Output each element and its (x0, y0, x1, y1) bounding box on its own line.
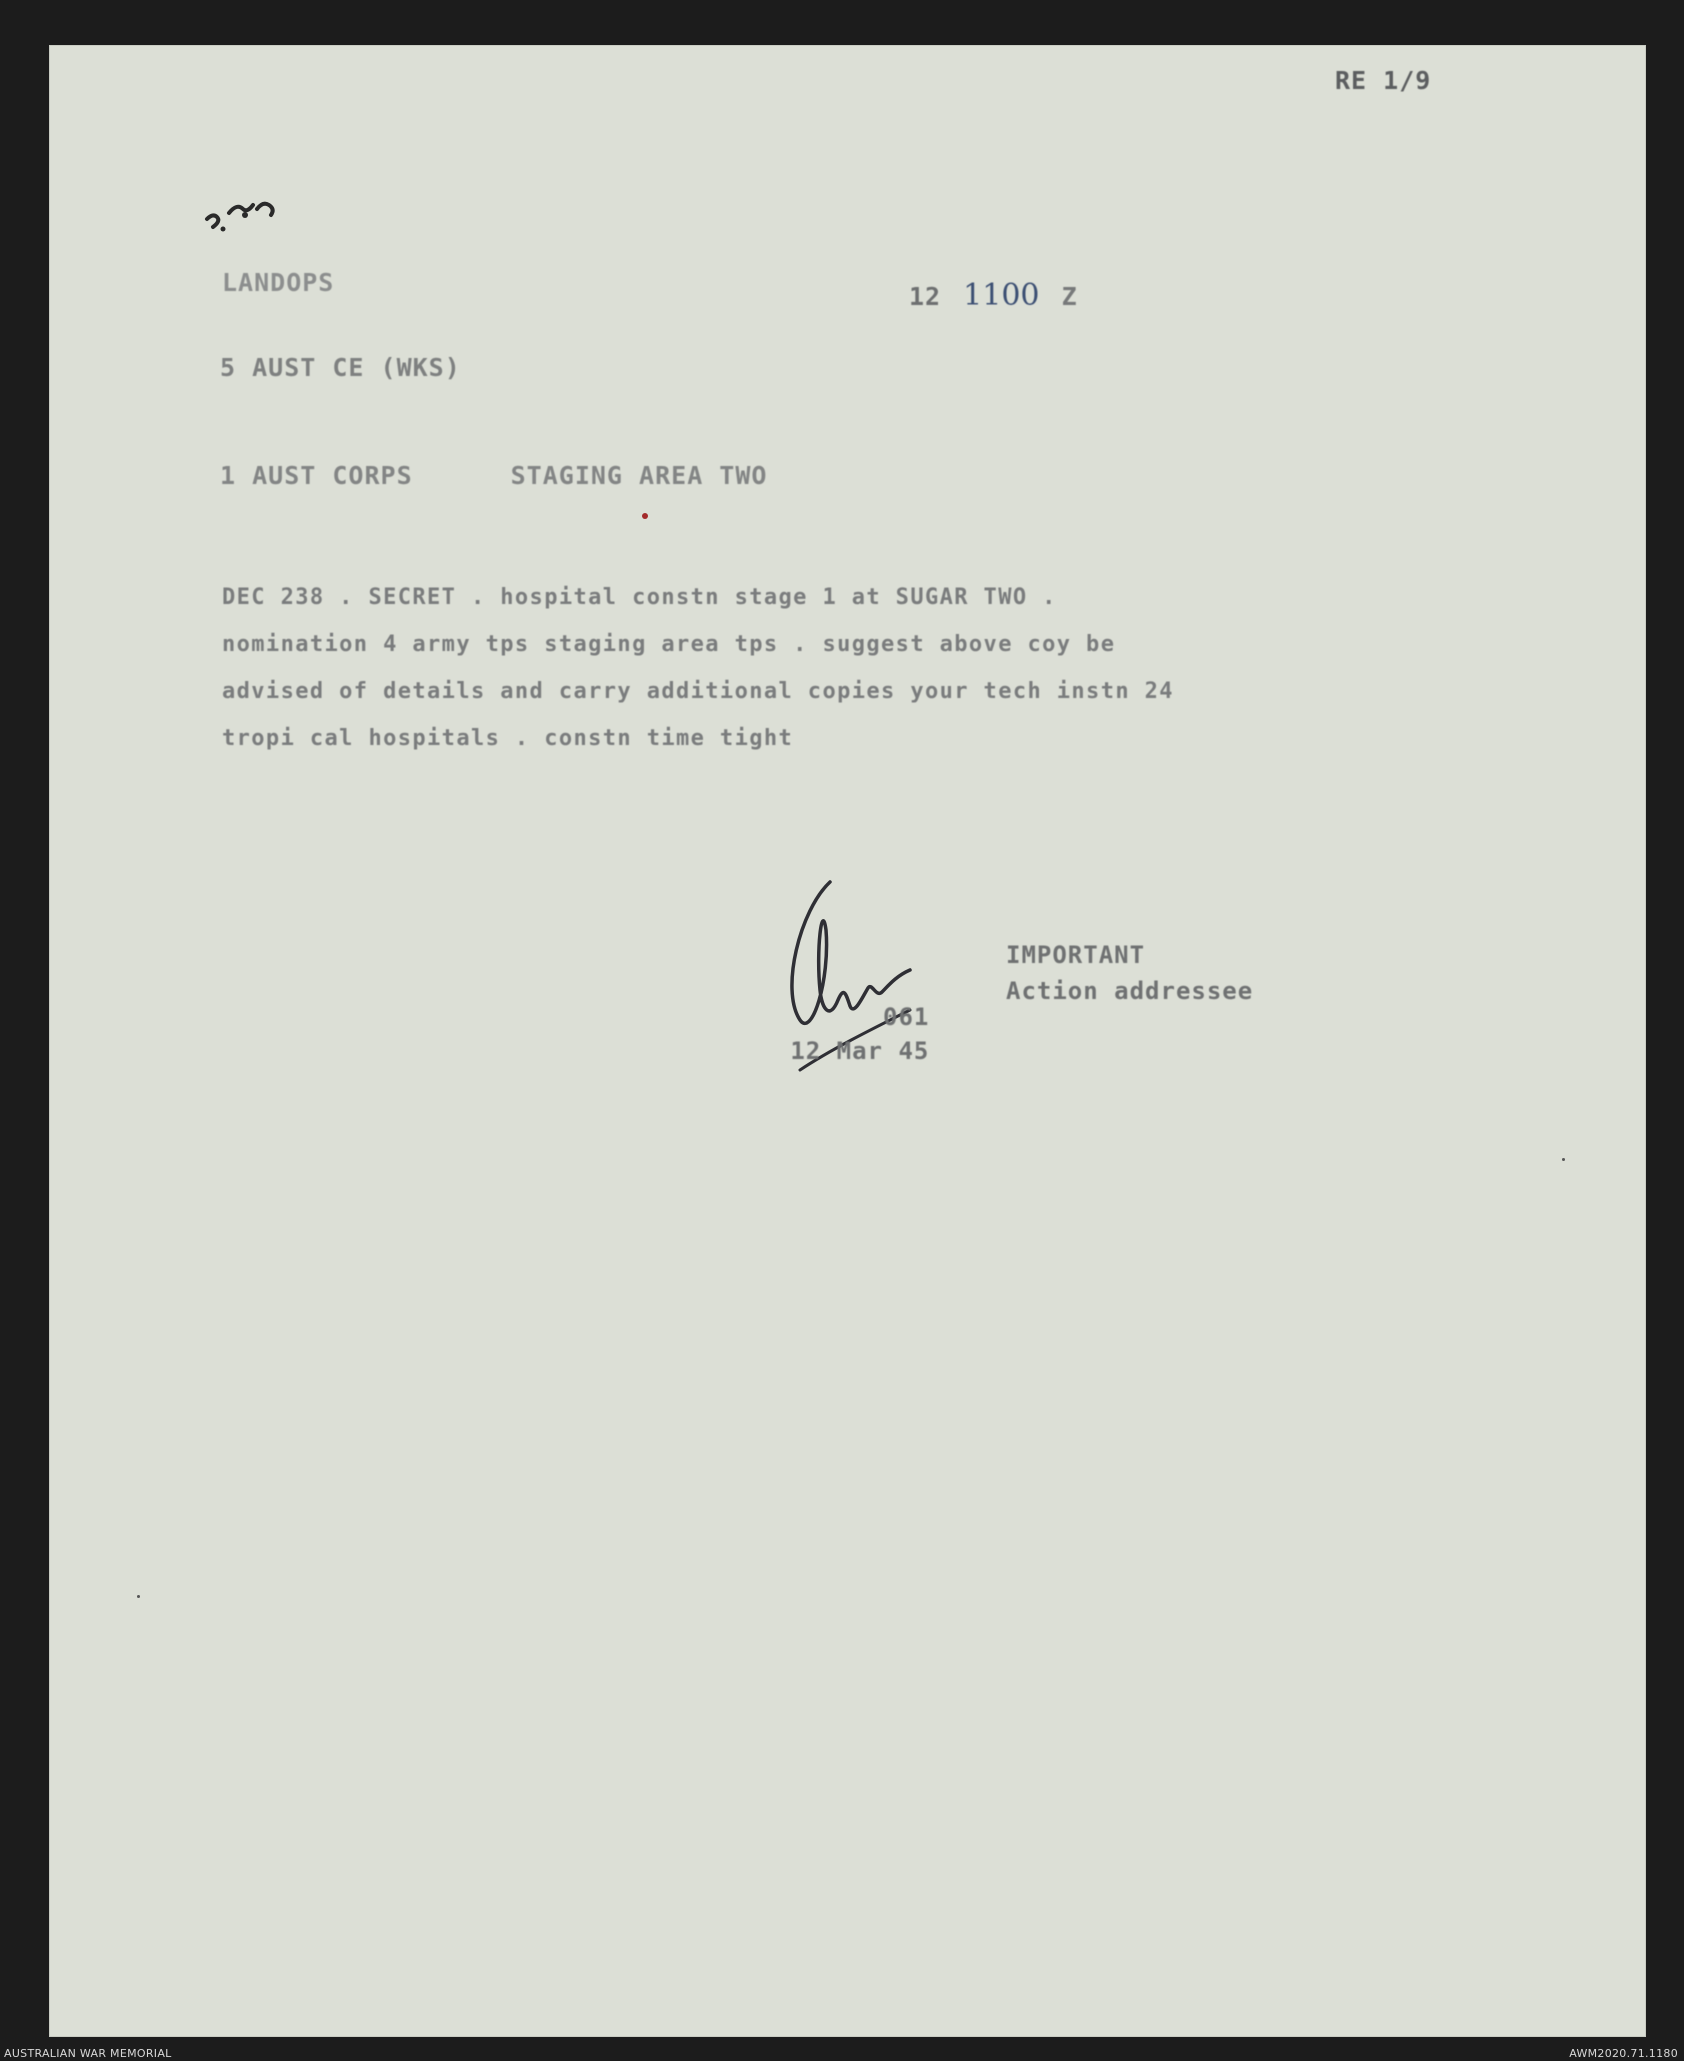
message-body (222, 574, 1174, 762)
priority-label: IMPORTANT (1006, 941, 1146, 969)
signoff-code: 061 (883, 1003, 930, 1031)
dtg-suffix: Z (1061, 282, 1078, 311)
to-line: 5 AUST CE (WKS) (220, 353, 461, 382)
signoff-date: 12 Mar 45 (790, 1037, 930, 1065)
date-time-group (909, 278, 1078, 313)
speck (1562, 1158, 1565, 1161)
info-area: STAGING AREA TWO (510, 461, 768, 490)
info-unit: 1 AUST CORPS (220, 461, 413, 490)
body-line: tropi cal hospitals . constn time tight (222, 726, 794, 751)
pencil-mark-icon (199, 185, 319, 235)
speck (137, 1595, 140, 1598)
file-reference: RE 1/9 (1335, 66, 1432, 95)
body-line: DEC 238 . SECRET . hospital constn stage 1 at SUGAR TWO . (222, 585, 1057, 610)
info-line (220, 461, 767, 490)
action-note: Action addressee (1006, 977, 1254, 1005)
signoff-block (733, 1000, 929, 1068)
body-line: advised of details and carry additional copies your tech instn 24 (222, 679, 1174, 704)
dtg-handwritten-time: 1100 (963, 278, 1040, 313)
red-ink-dot (642, 513, 648, 519)
body-line: nomination 4 army tps staging area tps . suggest above coy be (222, 632, 1116, 657)
archive-institution: AUSTRALIAN WAR MEMORIAL (4, 2047, 172, 2060)
priority-block (1006, 937, 1253, 1009)
from-line: LANDOPS (222, 268, 335, 297)
archive-item-id: AWM2020.71.1180 (1569, 2047, 1678, 2060)
dtg-prefix: 12 (909, 282, 942, 311)
